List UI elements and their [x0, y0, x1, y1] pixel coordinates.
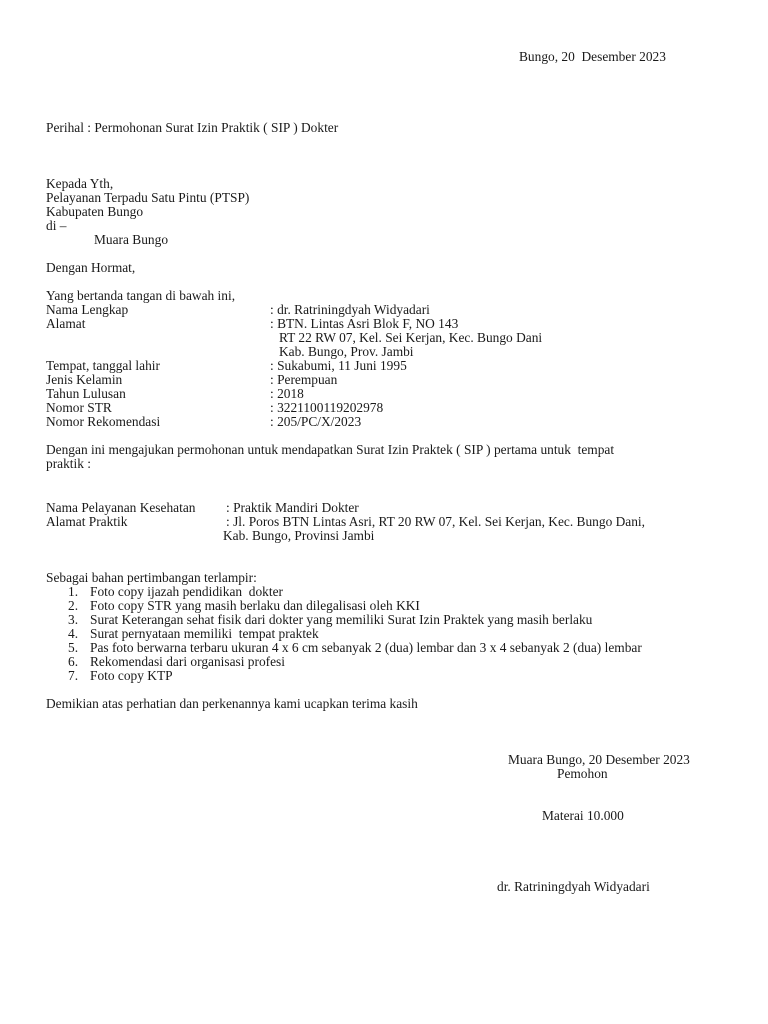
recipient-at: di – — [46, 218, 67, 233]
signature-role: Pemohon — [557, 766, 608, 781]
letter-subject: Perihal : Permohonan Surat Izin Praktik ( SIP ) Dokter — [46, 120, 339, 135]
list-item-number: 6. — [68, 654, 79, 669]
str-label: Nomor STR — [46, 400, 112, 415]
service-label: Nama Pelayanan Kesehatan — [46, 500, 196, 515]
name-label: Nama Lengkap — [46, 302, 129, 317]
address-label: Alamat — [46, 316, 86, 331]
request-line1: Dengan ini mengajukan permohonan untuk mendapatkan Surat Izin Praktek ( SIP ) pertama untuk tempat — [46, 442, 615, 457]
graduation-label: Tahun Lulusan — [46, 386, 126, 401]
list-item-number: 3. — [68, 612, 79, 627]
list-item-number: 2. — [68, 598, 79, 613]
list-item: Surat pernyataan memiliki tempat praktek — [90, 626, 319, 641]
recommendation-label: Nomor Rekomendasi — [46, 414, 161, 429]
recommendation-value: : 205/PC/X/2023 — [270, 414, 362, 429]
address-value-line2: RT 22 RW 07, Kel. Sei Kerjan, Kec. Bungo Dani — [279, 330, 543, 345]
request-line2: praktik : — [46, 456, 91, 471]
intro-line: Yang bertanda tangan di bawah ini, — [46, 288, 236, 303]
recipient-greeting: Kepada Yth, — [46, 176, 114, 191]
recipient-regency: Kabupaten Bungo — [46, 204, 144, 219]
list-item: Foto copy ijazah pendidikan dokter — [90, 584, 284, 599]
list-item-number: 1. — [68, 584, 79, 599]
stamp-duty-note: Materai 10.000 — [542, 808, 624, 823]
service-value: : Praktik Mandiri Dokter — [226, 500, 359, 515]
address-value-line1: : BTN. Lintas Asri Blok F, NO 143 — [270, 316, 459, 331]
list-item: Foto copy STR yang masih berlaku dan dilegalisasi oleh KKI — [90, 598, 420, 613]
recipient-city: Muara Bungo — [94, 232, 169, 247]
salutation: Dengan Hormat, — [46, 260, 136, 275]
list-item-number: 5. — [68, 640, 79, 655]
list-item: Surat Keterangan sehat fisik dari dokter yang memiliki Surat Izin Praktek yang masih berlaku — [90, 612, 593, 627]
name-value: : dr. Ratriningdyah Widyadari — [270, 302, 430, 317]
gender-label: Jenis Kelamin — [46, 372, 123, 387]
list-item: Pas foto berwarna terbaru ukuran 4 x 6 cm sebanyak 2 (dua) lembar dan 3 x 4 sebanyak 2 (dua) lembar — [90, 640, 642, 655]
birth-value: : Sukabumi, 11 Juni 1995 — [270, 358, 407, 373]
signatory-name: dr. Ratriningdyah Widyadari — [497, 879, 650, 894]
practice-address-line2: Kab. Bungo, Provinsi Jambi — [223, 528, 375, 543]
list-item-number: 4. — [68, 626, 79, 641]
str-value: : 3221100119202978 — [270, 400, 384, 415]
signature-place-date: Muara Bungo, 20 Desember 2023 — [508, 752, 690, 767]
list-item: Foto copy KTP — [90, 668, 173, 683]
gender-value: : Perempuan — [270, 372, 338, 387]
recipient-office: Pelayanan Terpadu Satu Pintu (PTSP) — [46, 190, 250, 205]
list-item-number: 7. — [68, 668, 79, 683]
address-value-line3: Kab. Bungo, Prov. Jambi — [279, 344, 414, 359]
practice-address-label: Alamat Praktik — [46, 514, 128, 529]
attachments-heading: Sebagai bahan pertimbangan terlampir: — [46, 570, 257, 585]
letter-place-date: Bungo, 20 Desember 2023 — [519, 49, 666, 64]
birth-label: Tempat, tanggal lahir — [46, 358, 160, 373]
graduation-value: : 2018 — [270, 386, 304, 401]
list-item: Rekomendasi dari organisasi profesi — [90, 654, 285, 669]
closing-line: Demikian atas perhatian dan perkenannya kami ucapkan terima kasih — [46, 696, 418, 711]
practice-address-line1: : Jl. Poros BTN Lintas Asri, RT 20 RW 07, Kel. Sei Kerjan, Kec. Bungo Dani, — [226, 514, 645, 529]
